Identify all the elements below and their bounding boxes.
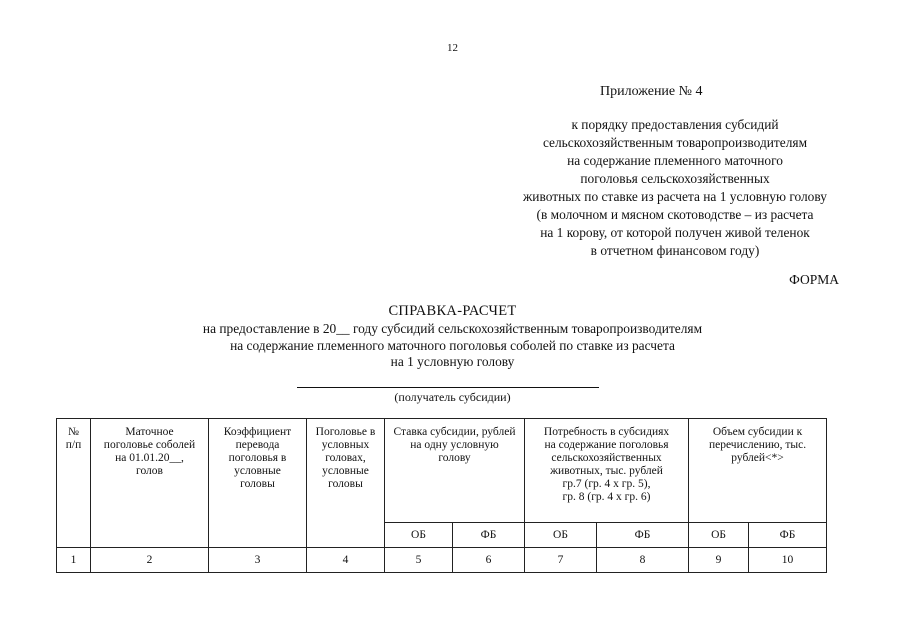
header-conversion-coefficient: Коэффициент перевода поголовья в условные головы bbox=[209, 419, 307, 548]
recipient-caption: (получатель субсидии) bbox=[394, 390, 511, 404]
subheader-cell: ОБ bbox=[385, 523, 453, 548]
column-number-cell: 3 bbox=[209, 548, 307, 573]
appendix-line: сельскохозяйственным товаропроизводителям bbox=[542, 135, 808, 150]
subtitle-line: на содержание племенного маточного поголовья соболей по ставке из расчета bbox=[230, 337, 675, 353]
subtitle-line: на предоставление в 20__ году субсидий сельскохозяйственным товаропроизводителям bbox=[202, 321, 703, 336]
column-number-cell: 8 bbox=[597, 548, 689, 573]
calculation-table bbox=[56, 418, 827, 573]
column-number-cell: 6 bbox=[453, 548, 525, 573]
column-number-cell: 1 bbox=[57, 548, 91, 573]
appendix-line: на содержание племенного маточного bbox=[567, 153, 783, 168]
header-number: № п/п bbox=[57, 419, 91, 548]
header-subsidy-rate: Ставка субсидии, рублей на одну условную голову bbox=[385, 419, 525, 523]
subheader-cell: ОБ bbox=[525, 523, 597, 548]
header-livestock-conditional: Поголовье в условных головах, условные головы bbox=[307, 419, 385, 548]
recipient-underline bbox=[297, 387, 599, 388]
appendix-line: в отчетном финансовом году) bbox=[590, 243, 760, 258]
appendix-title: Приложение № 4 bbox=[600, 84, 703, 99]
appendix-line: (в молочном и мясном скотоводстве – из расчета bbox=[536, 207, 814, 222]
subheader-cell: ФБ bbox=[453, 523, 525, 548]
subheader-cell: ОБ bbox=[689, 523, 749, 548]
column-number-cell: 4 bbox=[307, 548, 385, 573]
document-title: СПРАВКА-РАСЧЕТ bbox=[388, 303, 517, 319]
appendix-line: к порядку предоставления субсидий bbox=[571, 117, 779, 132]
header-subsidy-need: Потребность в субсидиях на содержание поголовья сельскохозяйственных животных, тыс. рублей гр.7 (гр. 4 х гр. 5), гр. 8 (гр. 4 х гр. 6) bbox=[525, 419, 689, 523]
subtitle-line: на 1 условную голову bbox=[390, 354, 515, 369]
form-label: ФОРМА bbox=[789, 272, 839, 287]
subheader-cell: ФБ bbox=[597, 523, 689, 548]
subheader-cell: ФБ bbox=[749, 523, 827, 548]
appendix-line: животных по ставке из расчета на 1 условную голову bbox=[523, 189, 827, 204]
column-number-cell: 2 bbox=[91, 548, 209, 573]
column-number-cell: 10 bbox=[749, 548, 827, 573]
document-subtitle bbox=[0, 321, 905, 371]
appendix-line: на 1 корову, от которой получен живой теленок bbox=[540, 225, 810, 240]
header-subsidy-volume: Объем субсидии к перечислению, тыс. рублей<*> bbox=[689, 419, 827, 523]
column-number-cell: 7 bbox=[525, 548, 597, 573]
appendix-line: поголовья сельскохозяйственных bbox=[580, 171, 770, 186]
column-number-row bbox=[57, 548, 827, 573]
header-breeding-stock: Маточное поголовье соболей на 01.01.20__, голов bbox=[91, 419, 209, 548]
appendix-description bbox=[480, 116, 870, 260]
column-number-cell: 5 bbox=[385, 548, 453, 573]
header-row bbox=[57, 419, 827, 523]
page-number: 12 bbox=[447, 42, 458, 54]
column-number-cell: 9 bbox=[689, 548, 749, 573]
